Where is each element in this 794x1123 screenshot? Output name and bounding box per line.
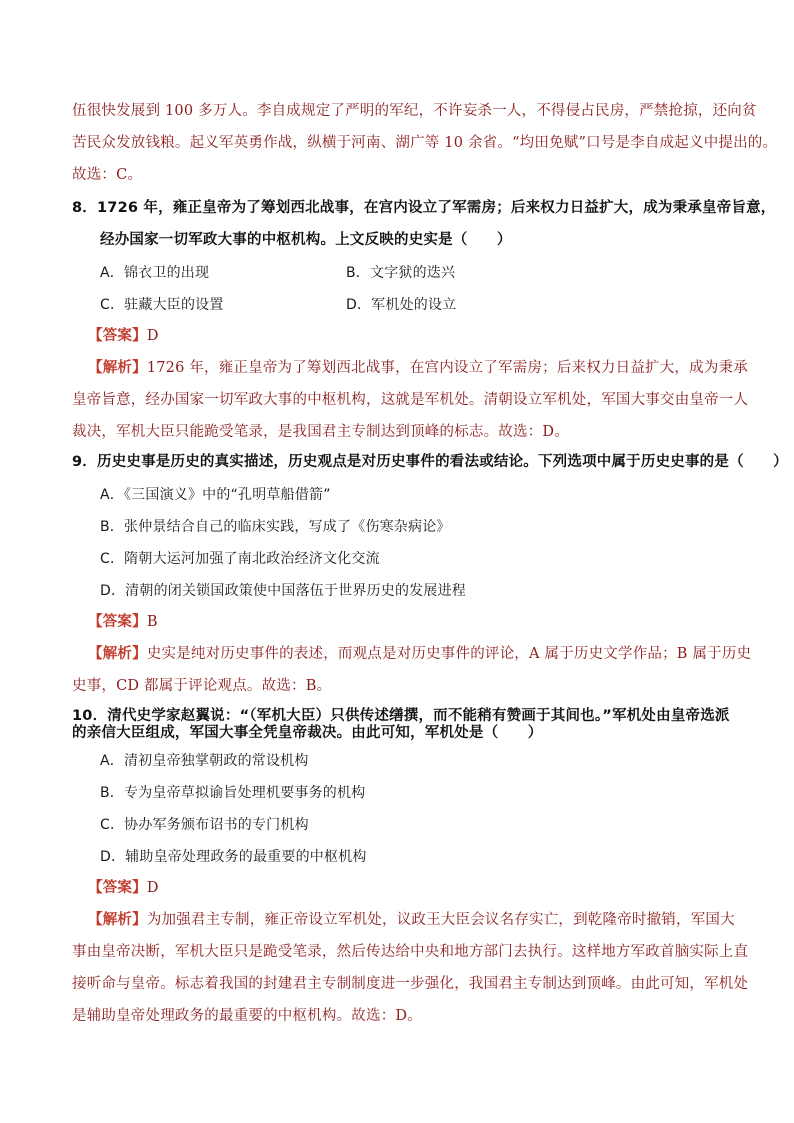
q8-option-d[interactable]: D．军机处的设立 <box>346 297 457 313</box>
q9-option-d[interactable]: D．清朝的闭关锁国政策使中国落伍于世界历史的发展进程 <box>100 583 466 599</box>
intro-line-2: 苦民众发放钱粮。起义军英勇作战，纵横于河南、湖广等 10 余省。“均田免赋”口号是李自成起义中提出的。 <box>72 135 778 151</box>
q10-answer-value: D <box>146 880 159 896</box>
q9-analysis-line-1: 【解析】史实是纯对历史事件的表述，而观点是对历史事件的评论，A 属于历史文学作品；B 属于历史 <box>88 646 752 662</box>
q8-analysis-line-3: 裁决，军机大臣只能跪受笔录，是我国君主专制达到顶峰的标志。故选：D。 <box>72 424 569 440</box>
q10-option-b[interactable]: B．专为皇帝草拟谕旨处理机要事务的机构 <box>100 785 366 801</box>
q8-option-b[interactable]: B．文字狱的迭兴 <box>346 265 456 281</box>
q8-analysis-line-1: 【解析】1726 年，雍正皇帝为了筹划西北战事，在宫内设立了军需房；后来权力日益扩大，成为秉承 <box>88 360 748 376</box>
q9-option-b[interactable]: B．张仲景结合自己的临床实践，写成了《伤寒杂病论》 <box>100 519 451 535</box>
q10-answer <box>88 878 159 898</box>
q9-option-a[interactable]: A．《三国演义》中的“孔明草船借箭” <box>100 487 331 503</box>
answer-tag: 【答案】 <box>88 328 147 344</box>
q10-analysis-line-4: 是辅助皇帝处理政务的最重要的中枢机构。故选：D。 <box>72 1008 422 1024</box>
q8-stem-line-2: 经办国家一切军政大事的中枢机构。上文反映的史实是（ ） <box>100 232 512 248</box>
intro-line-3: 故选：C。 <box>72 167 143 183</box>
analysis-tag: 【解析】 <box>88 360 147 376</box>
q10-stem-line-2: 的亲信大臣组成，军国大事全凭皇帝裁决。由此可知，军机处是（ ） <box>72 725 543 741</box>
q9-analysis-line-2: 史事，CD 都属于评论观点。故选：B。 <box>72 678 332 694</box>
q10-option-c[interactable]: C．协办军务颁布诏书的专门机构 <box>100 817 309 833</box>
q8-option-c[interactable]: C．驻藏大臣的设置 <box>100 297 224 313</box>
q8-analysis-line-2: 皇帝旨意，经办国家一切军政大事的中枢机构，这就是军机处。清朝设立军机处，军国大事交由皇帝一人 <box>72 392 749 408</box>
q8-answer <box>88 326 159 346</box>
q10-stem-line-1: 10．清代史学家赵翼说：“（军机大臣）只供传述缮撰，而不能稍有赞画于其间也。”军机处由皇帝选派 <box>72 708 730 724</box>
analysis-tag: 【解析】 <box>88 646 147 662</box>
q9-answer-value: B <box>146 614 158 630</box>
q10-analysis-line-1: 【解析】为加强君主专制，雍正帝设立军机处，议政王大臣会议名存实亡，到乾隆帝时撤销，军国大 <box>88 912 735 928</box>
q8-stem-line-1: 8．1726 年，雍正皇帝为了筹划西北战事，在宫内设立了军需房；后来权力日益扩大，成为秉承皇帝旨意， <box>72 200 776 216</box>
q10-option-d[interactable]: D．辅助皇帝处理政务的最重要的中枢机构 <box>100 849 367 865</box>
intro-line-1: 伍很快发展到 100 多万人。李自成规定了严明的军纪，不许妄杀一人，不得侵占民房，严禁抢掠，还向贫 <box>72 103 757 119</box>
q9-stem-line-1: 9．历史史事是历史的真实描述，历史观点是对历史事件的看法或结论。下列选项中属于历史史事的是（ ） <box>72 454 788 470</box>
q10-option-a[interactable]: A．清初皇帝独掌朝政的常设机构 <box>100 753 309 769</box>
q8-answer-value: D <box>146 328 159 344</box>
answer-tag: 【答案】 <box>88 880 147 896</box>
q10-analysis-line-3: 接听命与皇帝。标志着我国的封建君主专制制度进一步强化，我国君主专制达到顶峰。由此可知，军机处 <box>72 976 749 992</box>
q8-option-a[interactable]: A．锦衣卫的出现 <box>100 265 210 281</box>
q9-answer <box>88 612 158 632</box>
q9-option-c[interactable]: C．隋朝大运河加强了南北政治经济文化交流 <box>100 551 380 567</box>
q10-analysis-line-2: 事由皇帝决断，军机大臣只是跪受笔录，然后传达给中央和地方部门去执行。这样地方军政首脑实际上直 <box>72 944 749 960</box>
analysis-tag: 【解析】 <box>88 912 147 928</box>
answer-tag: 【答案】 <box>88 614 147 630</box>
